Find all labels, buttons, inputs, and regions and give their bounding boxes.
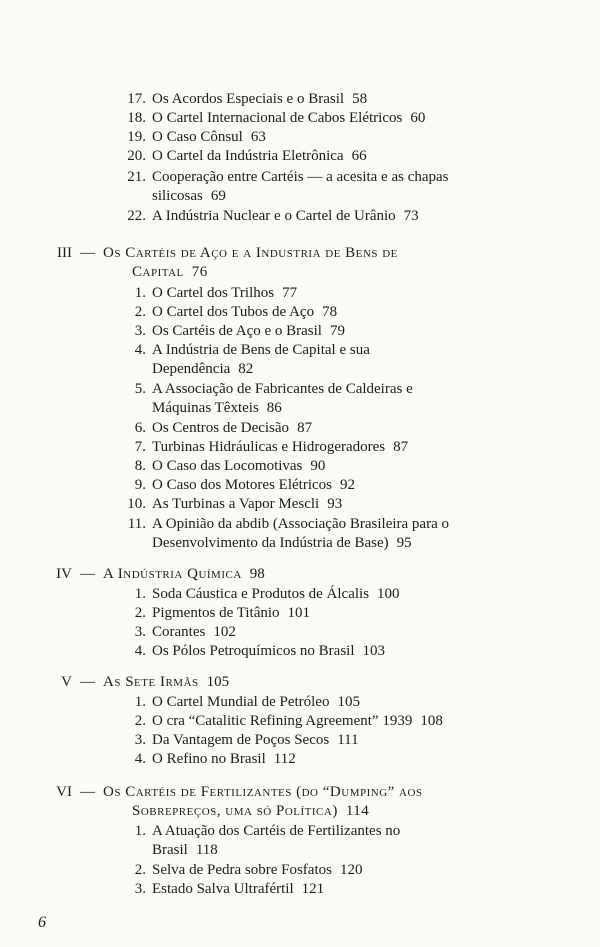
entry-title-cont: Desenvolvimento da Indústria de Base) (152, 535, 389, 551)
entry-number: 6. (134, 420, 146, 436)
toc-entry (112, 642, 385, 661)
entry-title: A Atuação dos Cartéis de Fertilizantes no (152, 823, 401, 839)
entry-title: A Indústria de Bens de Capital e sua (152, 342, 370, 358)
entry-page: 102 (213, 624, 236, 640)
entry-number: 18. (127, 110, 146, 126)
entry-title-cont: Dependência (152, 361, 231, 377)
entry-title: Da Vantagem de Poços Secos (152, 732, 330, 748)
entry-number: 1. (134, 586, 146, 602)
entry-title: O Cartel da Indústria Eletrônica (152, 148, 344, 164)
entry-page: 95 (396, 535, 412, 551)
entry-page: 100 (377, 586, 400, 602)
entry-title: Corantes (152, 624, 206, 640)
entry-number: 20. (127, 148, 146, 164)
entry-title: A Indústria Nuclear e o Cartel de Urânio (152, 208, 396, 224)
entry-title: O Caso dos Motores Elétricos (152, 477, 332, 493)
entry-title-cont: silicosas (152, 188, 203, 204)
entry-number: 9. (134, 477, 146, 493)
entry-page: 63 (250, 129, 266, 145)
entry-page: 79 (329, 323, 345, 339)
entry-title: Selva de Pedra sobre Fosfatos (152, 862, 332, 878)
entry-page: 105 (337, 694, 360, 710)
toc-entry (112, 585, 400, 604)
toc-entry (112, 380, 413, 399)
toc-entry (112, 495, 342, 514)
chapter-heading: IV — A Indústria Química 98 (28, 565, 265, 584)
chapter-heading: VI — Os Cartéis de Fertilizantes (do “Dumping” aos (28, 783, 423, 802)
toc-entry (112, 861, 362, 880)
entry-number: 4. (134, 643, 146, 659)
entry-page: 93 (327, 496, 343, 512)
entry-page: 111 (337, 732, 359, 748)
entry-number: 4. (134, 342, 146, 358)
entry-number: 2. (134, 605, 146, 621)
entry-page: 82 (238, 361, 254, 377)
entry-title: O Cartel dos Tubos de Aço (152, 304, 315, 320)
entry-number: 10. (127, 496, 146, 512)
toc-entry (112, 438, 408, 457)
entry-page: 120 (339, 862, 363, 878)
toc-entry (112, 712, 443, 731)
toc-entry (112, 341, 370, 360)
toc-entry (112, 322, 345, 341)
entry-number: 22. (127, 208, 146, 224)
entry-number: 2. (134, 304, 146, 320)
entry-number: 21. (127, 169, 146, 185)
toc-entry (112, 623, 236, 642)
toc-entry (112, 822, 400, 841)
entry-title: Os Acordos Especiais e o Brasil (152, 91, 345, 107)
entry-title: As Turbinas a Vapor Mescli (152, 496, 320, 512)
entry-number: 11. (127, 516, 146, 532)
entry-page: 103 (362, 643, 386, 659)
entry-page: 60 (410, 110, 426, 126)
entry-title: Turbinas Hidráulicas e Hidrogeradores (152, 439, 386, 455)
toc-entry (112, 750, 296, 769)
chapter-title: Os Cartéis de Fertilizantes (do “Dumping” aos (103, 784, 423, 800)
entry-page: 78 (322, 304, 338, 320)
chapter-heading-cont (132, 802, 369, 821)
toc-entry-continuation (152, 841, 218, 860)
chapter-heading: V — As Sete Irmãs 105 (28, 673, 229, 692)
entry-number: 8. (134, 458, 146, 474)
entry-page: 90 (310, 458, 326, 474)
entry-number: 1. (134, 823, 146, 839)
chapter-number: VI (56, 784, 72, 800)
entry-title: Pigmentos de Titânio (152, 605, 280, 621)
entry-page: 121 (301, 881, 325, 897)
toc-entry-continuation (152, 534, 412, 553)
entry-number: 2. (134, 862, 146, 878)
page-number: 6 (38, 914, 46, 931)
chapter-page: 105 (206, 674, 230, 690)
toc-entry (112, 476, 355, 495)
chapter-heading-cont (132, 263, 208, 282)
entry-page: 92 (339, 477, 355, 493)
entry-title: O Cartel Mundial de Petróleo (152, 694, 330, 710)
entry-title: Os Cartéis de Aço e o Brasil (152, 323, 322, 339)
entry-title: O Cartel Internacional de Cabos Elétricos (152, 110, 403, 126)
entry-number: 1. (134, 694, 146, 710)
chapter-title-cont: Sobrepreços, uma só Política) (132, 803, 338, 819)
chapter-title: As Sete Irmãs (103, 674, 199, 690)
entry-title: O Refino no Brasil (152, 751, 266, 767)
entry-title: Cooperação entre Cartéis — a acesita e as chapas (152, 169, 449, 185)
entry-title: A Opinião da abdib (Associação Brasileira para o (152, 516, 449, 532)
entry-page: 77 (282, 285, 298, 301)
entry-number: 3. (134, 323, 146, 339)
entry-number: 7. (134, 439, 146, 455)
chapter-page: 76 (191, 264, 208, 280)
toc-entry (112, 207, 419, 226)
toc-entry (112, 604, 310, 623)
entry-title: O Caso das Locomotivas (152, 458, 303, 474)
toc-entry-continuation (152, 187, 226, 206)
entry-title: O Caso Cônsul (152, 129, 243, 145)
chapter-title-cont: Capital (132, 264, 184, 280)
toc-entry (112, 168, 449, 187)
chapter-page: 114 (345, 803, 370, 819)
entry-page: 108 (420, 713, 443, 729)
chapter-title: A Indústria Química (103, 566, 242, 582)
entry-page: 118 (195, 842, 218, 858)
chapter-heading: III — Os Cartéis de Aço e a Industria de Bens de (28, 244, 398, 263)
chapter-number: III (57, 245, 72, 261)
toc-entry (112, 419, 312, 438)
entry-page: 66 (351, 148, 367, 164)
entry-page: 101 (287, 605, 311, 621)
toc-entry (112, 693, 360, 712)
entry-page: 87 (393, 439, 409, 455)
toc-entry (112, 90, 367, 109)
toc-entry-continuation (152, 360, 253, 379)
entry-number: 3. (134, 732, 146, 748)
entry-page: 58 (352, 91, 368, 107)
entry-title: Estado Salva Ultrafértil (152, 881, 294, 897)
entry-number: 1. (134, 285, 146, 301)
entry-title: O Cartel dos Trilhos (152, 285, 275, 301)
toc-entry (112, 731, 359, 750)
entry-page: 73 (403, 208, 419, 224)
entry-page: 86 (266, 400, 282, 416)
toc-entry (112, 284, 297, 303)
entry-title-cont: Brasil (152, 842, 188, 858)
entry-number: 19. (127, 129, 146, 145)
chapter-page: 98 (249, 566, 265, 582)
entry-number: 3. (134, 881, 146, 897)
toc-entry (112, 303, 337, 322)
entry-title: O cra “Catalitic Refining Agreement” 1939 (152, 713, 413, 729)
entry-title: Os Pólos Petroquímicos no Brasil (152, 643, 355, 659)
entry-page: 87 (297, 420, 313, 436)
entry-number: 4. (134, 751, 146, 767)
entry-title: Soda Cáustica e Produtos de Álcalis (152, 586, 370, 602)
entry-number: 5. (134, 381, 146, 397)
entry-number: 2. (134, 713, 146, 729)
toc-entry (112, 880, 324, 899)
chapter-number: IV (56, 566, 72, 582)
entry-page: 69 (210, 188, 226, 204)
chapter-number: V (61, 674, 72, 690)
entry-number: 17. (127, 91, 146, 107)
toc-entry (112, 457, 325, 476)
chapter-title: Os Cartéis de Aço e a Industria de Bens de (103, 245, 398, 261)
toc-entry-continuation (152, 399, 282, 418)
toc-entry (112, 147, 367, 166)
entry-page: 112 (273, 751, 296, 767)
entry-number: 3. (134, 624, 146, 640)
entry-title-cont: Máquinas Têxteis (152, 400, 259, 416)
toc-entry (112, 109, 425, 128)
toc-entry (112, 128, 266, 147)
entry-title: Os Centros de Decisão (152, 420, 290, 436)
toc-entry (112, 515, 449, 534)
entry-title: A Associação de Fabricantes de Caldeiras e (152, 381, 413, 397)
